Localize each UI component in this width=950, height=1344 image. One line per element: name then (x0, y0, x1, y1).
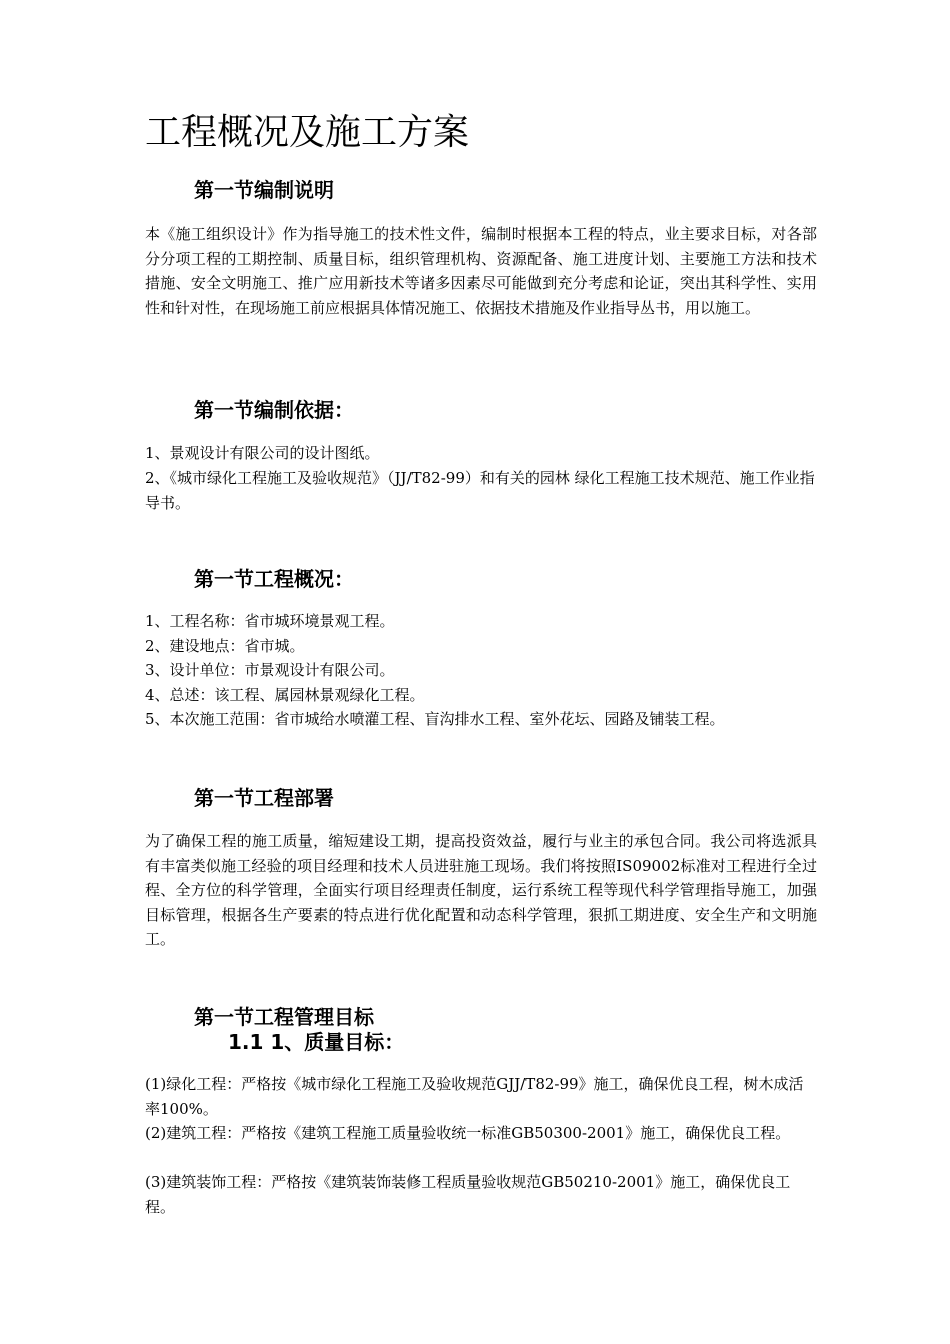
quality-item-3: (3)建筑装饰工程：严格按《建筑装饰装修工程质量验收规范GB50210-2001》施工，确保优良工程。 (145, 1173, 791, 1216)
section-heading-project-overview: 第一节工程概况： (194, 567, 354, 591)
overview-item-1: 1、工程名称：省市城环境景观工程。 (145, 612, 395, 630)
section-body-deployment: 为了确保工程的施工质量，缩短建设工期，提高投资效益，履行与业主的承包合同。我公司将选派具有丰富类似施工经验的项目经理和技术人员进驻施工现场。我们将按照IS09002标准对工程进行全过程、全方位的科学管理，全面实行项目经理责任制度，运行系统工程等现代科学管理指导施工，加强目标管理，根据各生产要素的特点进行优化配置和动态科学管理，狠抓工期进度、安全生产和文明施工。 (145, 832, 817, 948)
document-title: 工程概况及施工方案 (145, 112, 470, 153)
subheading-quality-goals: 1.1 1、质量目标： (228, 1030, 405, 1054)
overview-item-2: 2、建设地点：省市城。 (145, 637, 305, 655)
section-heading-deployment: 第一节工程部署 (194, 786, 334, 810)
section-heading-compilation-notes: 第一节编制说明 (194, 178, 334, 202)
quality-item-2: (2)建筑工程：严格按《建筑工程施工质量验收统一标准GB50300-2001》施工，确保优良工程。 (145, 1124, 791, 1142)
section-heading-management-goals: 第一节工程管理目标 (194, 1005, 374, 1029)
overview-item-5: 5、本次施工范围：省市城给水喷灌工程、盲沟排水工程、室外花坛、园路及铺装工程。 (145, 710, 725, 728)
section-body-compilation-notes: 本《施工组织设计》作为指导施工的技术性文件，编制时根据本工程的特点，业主要求目标，对各部分分项工程的工期控制、质量目标，组织管理机构、资源配备、施工进度计划、主要施工方法和技术措施、安全文明施工、推广应用新技术等诸多因素尽可能做到充分考虑和论证，突出其科学性、实用性和针对性，在现场施工前应根据具体情况施工、依据技术措施及作业指导丛书，用以施工。 (145, 225, 817, 317)
overview-item-4: 4、总述：该工程、属园林景观绿化工程。 (145, 686, 425, 704)
basis-item-1: 1、景观设计有限公司的设计图纸。 (145, 444, 380, 462)
basis-item-2: 2、《城市绿化工程施工及验收规范》（JJ/T82-99）和有关的园林 绿化工程施工技术规范、施工作业指导书。 (145, 469, 815, 512)
overview-item-3: 3、设计单位：市景观设计有限公司。 (145, 661, 395, 679)
section-heading-compilation-basis: 第一节编制依据： (194, 398, 354, 422)
quality-item-1: (1)绿化工程：严格按《城市绿化工程施工及验收规范GJJ/T82-99》施工，确保优良工程，树木成活率100%。 (145, 1075, 804, 1118)
